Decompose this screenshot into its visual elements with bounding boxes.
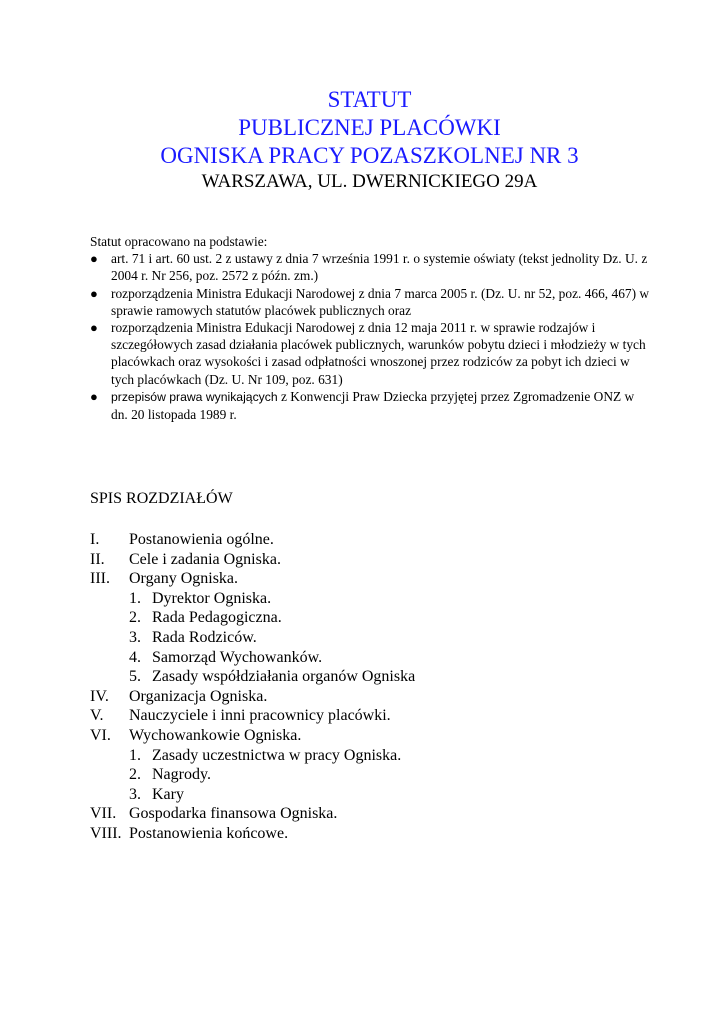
legal-basis-item — [90, 250, 650, 284]
toc-subsection-number: 5. — [129, 668, 141, 686]
toc-subsection-label: Samorząd Wychowanków. — [152, 648, 323, 666]
toc-chapter-number: IV. — [90, 687, 109, 705]
toc-subsection — [90, 608, 650, 628]
toc-chapter — [90, 569, 650, 589]
toc-subsection-label: Dyrektor Ogniska. — [152, 589, 272, 607]
toc-chapter-label: Nauczyciele i inni pracownicy placówki. — [129, 707, 391, 725]
legal-basis-item-text: z Konwencji Praw Dziecka przyjętej przez Zgromadzenie ONZ w dn. 20 listopada 1989 r. — [111, 388, 635, 423]
toc-chapter — [90, 550, 650, 570]
toc-subsection-number: 4. — [129, 648, 141, 666]
legal-basis-item-lead: przepisów prawa wynikających — [111, 389, 278, 404]
toc-chapter — [90, 804, 650, 824]
toc-subsection-label: Rada Pedagogiczna. — [152, 609, 282, 627]
toc-subsection-number: 1. — [129, 746, 141, 764]
toc-subsection-label: Zasady współdziałania organów Ogniska — [152, 668, 416, 686]
legal-basis-item-text: rozporządzenia Ministra Edukacji Narodowej z dnia 12 maja 2011 r. w sprawie rodzajów i szczegółowych zasad działania placówek publicznych, warunków pobytu dzieci i młodzieży w tych placówkach oraz wysokości i zasad odpłatności wnoszonej przez rodziców za pobyt ich dzieci w tych placówkach (Dz. U. Nr 109, poz. 631) — [111, 320, 646, 387]
toc-subsection — [90, 667, 650, 687]
toc-chapter-number: I. — [90, 531, 100, 548]
toc-subsection-label: Kary — [152, 785, 184, 803]
toc-chapter-number: III. — [90, 570, 110, 588]
toc-subsection — [90, 765, 650, 785]
toc-chapter-number: VII. — [90, 805, 117, 823]
address-line: WARSZAWA, UL. DWERNICKIEGO 29A — [201, 171, 538, 192]
toc-chapter-label: Cele i zadania Ogniska. — [129, 550, 281, 568]
toc-subsection-label: Zasady uczestnictwa w pracy Ogniska. — [152, 746, 402, 764]
toc-subsection — [90, 628, 650, 648]
toc-chapter — [90, 726, 650, 746]
bullet-dot-icon: ● — [90, 320, 98, 336]
toc-chapter-label: Organy Ogniska. — [129, 570, 239, 588]
toc-subsection — [90, 589, 650, 609]
toc-chapter — [90, 706, 650, 726]
bullet-dot-icon: ● — [90, 388, 98, 404]
legal-basis-item-text: rozporządzenia Ministra Edukacji Narodowej z dnia 7 marca 2005 r. (Dz. U. nr 52, poz. 466, 467) w sprawie ramowych statutów placówek publicznych oraz — [111, 285, 650, 318]
title-line: PUBLICZNEJ PLACÓWKI — [238, 115, 501, 140]
legal-basis-list — [90, 250, 650, 423]
legal-basis-item — [90, 319, 650, 388]
toc-subsection — [90, 648, 650, 668]
toc-subsection-number: 3. — [129, 785, 141, 803]
toc-subsection — [90, 746, 650, 766]
toc-subsection — [90, 785, 650, 805]
toc-chapter-number: VIII. — [90, 824, 122, 842]
table-of-contents — [90, 530, 650, 844]
toc-chapter — [90, 687, 650, 707]
title-line: OGNISKA PRACY POZASZKOLNEJ NR 3 — [160, 143, 579, 168]
toc-chapter-label: Gospodarka finansowa Ogniska. — [129, 805, 338, 823]
toc-chapter-label: Postanowienia końcowe. — [129, 824, 289, 842]
bullet-dot-icon: ● — [90, 251, 98, 267]
toc-chapter-label: Wychowankowie Ogniska. — [129, 726, 302, 744]
toc-subsection-number: 2. — [129, 766, 141, 784]
toc-chapter — [90, 530, 650, 550]
toc-chapter-number: II. — [90, 550, 105, 568]
toc-subsection-number: 2. — [129, 609, 141, 627]
legal-basis-section — [90, 233, 650, 423]
legal-basis-intro: Statut opracowano na podstawie: — [90, 234, 268, 249]
toc-chapter — [90, 824, 650, 844]
toc-chapter-label: Postanowienia ogólne. — [129, 531, 274, 548]
legal-basis-item — [90, 388, 650, 423]
toc-chapter-number: V. — [90, 707, 104, 725]
toc-chapter-label: Organizacja Ogniska. — [129, 687, 268, 705]
toc-subsection-number: 1. — [129, 589, 141, 607]
toc-subsection-number: 3. — [129, 628, 141, 646]
toc-subsection-label: Rada Rodziców. — [152, 628, 257, 646]
toc-subsection-label: Nagrody. — [152, 766, 211, 784]
title-line: STATUT — [327, 87, 412, 112]
toc-chapter-number: VI. — [90, 726, 111, 744]
legal-basis-item-text: art. 71 i art. 60 ust. 2 z ustawy z dnia 7 września 1991 r. o systemie oświaty (tekst jednolity Dz. U. z 2004 r. Nr 256, poz. 2572 z późn. zm.) — [111, 251, 648, 284]
bullet-dot-icon: ● — [90, 285, 98, 301]
toc-heading: SPIS ROZDZIAŁÓW — [90, 490, 233, 507]
title-block — [0, 86, 725, 194]
legal-basis-item — [90, 285, 650, 319]
